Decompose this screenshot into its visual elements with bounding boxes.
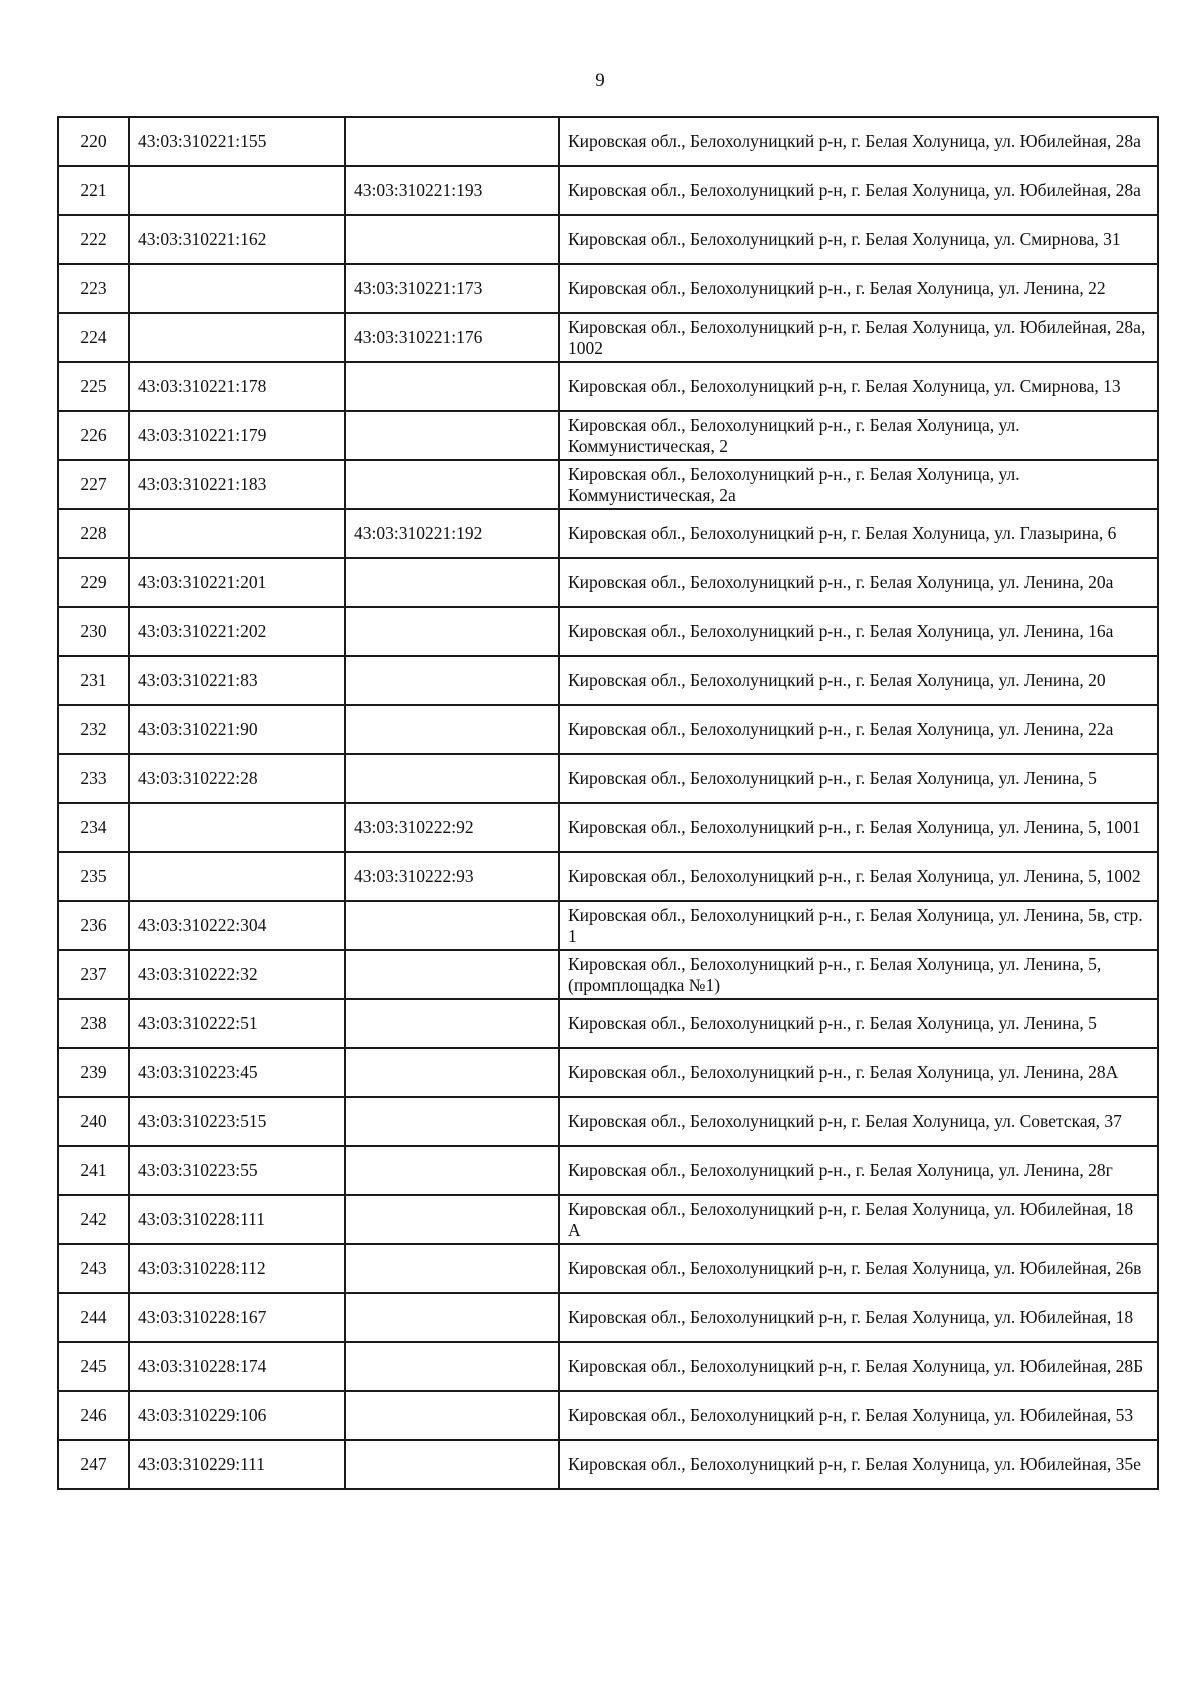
row-number-cell: 225	[58, 362, 129, 411]
address-cell: Кировская обл., Белохолуницкий р-н., г. Белая Холуница, ул. Ленина, 5в, стр. 1	[559, 901, 1158, 950]
address-cell: Кировская обл., Белохолуницкий р-н., г. Белая Холуница, ул. Ленина, 5	[559, 999, 1158, 1048]
address-cell: Кировская обл., Белохолуницкий р-н, г. Белая Холуница, ул. Юбилейная, 28Б	[559, 1342, 1158, 1391]
cadastral-number-cell: 43:03:310229:106	[129, 1391, 345, 1440]
cadastral-number-cell	[129, 803, 345, 852]
row-number-cell: 223	[58, 264, 129, 313]
row-number-cell: 235	[58, 852, 129, 901]
address-cell: Кировская обл., Белохолуницкий р-н, г. Белая Холуница, ул. Юбилейная, 18 А	[559, 1195, 1158, 1244]
table-row	[58, 1293, 1158, 1342]
row-number-cell: 230	[58, 607, 129, 656]
address-cell: Кировская обл., Белохолуницкий р-н, г. Белая Холуница, ул. Юбилейная, 26в	[559, 1244, 1158, 1293]
cadastral-number-cell	[129, 313, 345, 362]
cadastral-number-cell: 43:03:310228:112	[129, 1244, 345, 1293]
cadastral-number-alt-cell	[345, 754, 559, 803]
cadastral-number-cell: 43:03:310223:55	[129, 1146, 345, 1195]
cadastral-number-alt-cell	[345, 999, 559, 1048]
parcel-registry-table	[57, 116, 1159, 1490]
row-number-cell: 221	[58, 166, 129, 215]
cadastral-number-cell: 43:03:310228:174	[129, 1342, 345, 1391]
cadastral-number-alt-cell	[345, 1342, 559, 1391]
table-row	[58, 166, 1158, 215]
address-cell: Кировская обл., Белохолуницкий р-н, г. Белая Холуница, ул. Глазырина, 6	[559, 509, 1158, 558]
row-number-cell: 220	[58, 117, 129, 166]
cadastral-number-alt-cell: 43:03:310221:176	[345, 313, 559, 362]
address-cell: Кировская обл., Белохолуницкий р-н., г. Белая Холуница, ул. Коммунистическая, 2	[559, 411, 1158, 460]
address-cell: Кировская обл., Белохолуницкий р-н., г. Белая Холуница, ул. Ленина, 22	[559, 264, 1158, 313]
table-row	[58, 754, 1158, 803]
address-cell: Кировская обл., Белохолуницкий р-н., г. Белая Холуница, ул. Ленина, 20	[559, 656, 1158, 705]
cadastral-number-cell: 43:03:310223:515	[129, 1097, 345, 1146]
table-row	[58, 1342, 1158, 1391]
cadastral-number-alt-cell	[345, 1244, 559, 1293]
address-cell: Кировская обл., Белохолуницкий р-н, г. Белая Холуница, ул. Юбилейная, 28а	[559, 166, 1158, 215]
cadastral-number-cell	[129, 509, 345, 558]
address-cell: Кировская обл., Белохолуницкий р-н, г. Белая Холуница, ул. Юбилейная, 28а, 1002	[559, 313, 1158, 362]
cadastral-number-alt-cell: 43:03:310221:192	[345, 509, 559, 558]
table-row	[58, 950, 1158, 999]
table-row	[58, 901, 1158, 950]
cadastral-number-alt-cell	[345, 1195, 559, 1244]
cadastral-number-cell: 43:03:310222:28	[129, 754, 345, 803]
table-row	[58, 362, 1158, 411]
address-cell: Кировская обл., Белохолуницкий р-н., г. Белая Холуница, ул. Ленина, 16а	[559, 607, 1158, 656]
address-cell: Кировская обл., Белохолуницкий р-н, г. Белая Холуница, ул. Юбилейная, 53	[559, 1391, 1158, 1440]
address-cell: Кировская обл., Белохолуницкий р-н, г. Белая Холуница, ул. Юбилейная, 18	[559, 1293, 1158, 1342]
cadastral-number-alt-cell: 43:03:310222:92	[345, 803, 559, 852]
address-cell: Кировская обл., Белохолуницкий р-н, г. Белая Холуница, ул. Смирнова, 31	[559, 215, 1158, 264]
cadastral-number-cell: 43:03:310223:45	[129, 1048, 345, 1097]
table-row	[58, 607, 1158, 656]
row-number-cell: 229	[58, 558, 129, 607]
table-row	[58, 509, 1158, 558]
table-row	[58, 852, 1158, 901]
cadastral-number-cell: 43:03:310221:90	[129, 705, 345, 754]
cadastral-number-alt-cell: 43:03:310222:93	[345, 852, 559, 901]
cadastral-number-alt-cell	[345, 656, 559, 705]
address-cell: Кировская обл., Белохолуницкий р-н., г. Белая Холуница, ул. Ленина, 20а	[559, 558, 1158, 607]
cadastral-number-cell	[129, 264, 345, 313]
table-row	[58, 1097, 1158, 1146]
cadastral-number-alt-cell	[345, 215, 559, 264]
cadastral-number-alt-cell	[345, 1146, 559, 1195]
table-row	[58, 1440, 1158, 1489]
row-number-cell: 244	[58, 1293, 129, 1342]
table-row	[58, 215, 1158, 264]
row-number-cell: 234	[58, 803, 129, 852]
cadastral-number-cell: 43:03:310228:167	[129, 1293, 345, 1342]
table-row	[58, 460, 1158, 509]
table-row	[58, 1244, 1158, 1293]
cadastral-number-alt-cell	[345, 460, 559, 509]
table-row	[58, 117, 1158, 166]
cadastral-number-alt-cell	[345, 1293, 559, 1342]
row-number-cell: 224	[58, 313, 129, 362]
cadastral-number-alt-cell	[345, 411, 559, 460]
cadastral-number-cell: 43:03:310222:32	[129, 950, 345, 999]
row-number-cell: 226	[58, 411, 129, 460]
row-number-cell: 239	[58, 1048, 129, 1097]
table-row	[58, 1391, 1158, 1440]
table-row	[58, 1146, 1158, 1195]
cadastral-number-alt-cell: 43:03:310221:193	[345, 166, 559, 215]
row-number-cell: 238	[58, 999, 129, 1048]
cadastral-number-cell	[129, 852, 345, 901]
cadastral-number-alt-cell	[345, 362, 559, 411]
cadastral-number-alt-cell	[345, 1048, 559, 1097]
cadastral-number-alt-cell	[345, 607, 559, 656]
row-number-cell: 240	[58, 1097, 129, 1146]
cadastral-number-cell: 43:03:310228:111	[129, 1195, 345, 1244]
cadastral-number-cell	[129, 166, 345, 215]
page-number: 9	[595, 70, 605, 91]
row-number-cell: 242	[58, 1195, 129, 1244]
address-cell: Кировская обл., Белохолуницкий р-н, г. Белая Холуница, ул. Юбилейная, 28а	[559, 117, 1158, 166]
row-number-cell: 228	[58, 509, 129, 558]
table-row	[58, 264, 1158, 313]
row-number-cell: 231	[58, 656, 129, 705]
address-cell: Кировская обл., Белохолуницкий р-н., г. Белая Холуница, ул. Ленина, 5, (промплощадка №1)	[559, 950, 1158, 999]
cadastral-number-cell: 43:03:310221:178	[129, 362, 345, 411]
cadastral-number-alt-cell	[345, 1440, 559, 1489]
address-cell: Кировская обл., Белохолуницкий р-н., г. Белая Холуница, ул. Ленина, 5, 1002	[559, 852, 1158, 901]
table-row	[58, 313, 1158, 362]
cadastral-number-cell: 43:03:310221:155	[129, 117, 345, 166]
cadastral-number-cell: 43:03:310221:162	[129, 215, 345, 264]
table-row	[58, 1048, 1158, 1097]
row-number-cell: 247	[58, 1440, 129, 1489]
cadastral-number-alt-cell	[345, 117, 559, 166]
row-number-cell: 245	[58, 1342, 129, 1391]
address-cell: Кировская обл., Белохолуницкий р-н., г. Белая Холуница, ул. Ленина, 22а	[559, 705, 1158, 754]
table-row	[58, 411, 1158, 460]
row-number-cell: 236	[58, 901, 129, 950]
row-number-cell: 227	[58, 460, 129, 509]
row-number-cell: 222	[58, 215, 129, 264]
address-cell: Кировская обл., Белохолуницкий р-н, г. Белая Холуница, ул. Советская, 37	[559, 1097, 1158, 1146]
cadastral-number-alt-cell	[345, 1097, 559, 1146]
cadastral-number-alt-cell	[345, 558, 559, 607]
table-row	[58, 1195, 1158, 1244]
cadastral-number-cell: 43:03:310229:111	[129, 1440, 345, 1489]
cadastral-number-alt-cell: 43:03:310221:173	[345, 264, 559, 313]
table-row	[58, 656, 1158, 705]
address-cell: Кировская обл., Белохолуницкий р-н., г. Белая Холуница, ул. Коммунистическая, 2а	[559, 460, 1158, 509]
cadastral-number-alt-cell	[345, 901, 559, 950]
table-row	[58, 558, 1158, 607]
cadastral-number-cell: 43:03:310221:83	[129, 656, 345, 705]
table-row	[58, 999, 1158, 1048]
registry-body	[58, 117, 1158, 1489]
cadastral-number-cell: 43:03:310221:183	[129, 460, 345, 509]
cadastral-number-alt-cell	[345, 1391, 559, 1440]
row-number-cell: 246	[58, 1391, 129, 1440]
address-cell: Кировская обл., Белохолуницкий р-н., г. Белая Холуница, ул. Ленина, 28А	[559, 1048, 1158, 1097]
cadastral-number-alt-cell	[345, 950, 559, 999]
row-number-cell: 237	[58, 950, 129, 999]
row-number-cell: 233	[58, 754, 129, 803]
address-cell: Кировская обл., Белохолуницкий р-н., г. Белая Холуница, ул. Ленина, 5, 1001	[559, 803, 1158, 852]
cadastral-number-cell: 43:03:310221:179	[129, 411, 345, 460]
address-cell: Кировская обл., Белохолуницкий р-н., г. Белая Холуница, ул. Ленина, 28г	[559, 1146, 1158, 1195]
row-number-cell: 243	[58, 1244, 129, 1293]
cadastral-number-cell: 43:03:310222:51	[129, 999, 345, 1048]
address-cell: Кировская обл., Белохолуницкий р-н., г. Белая Холуница, ул. Ленина, 5	[559, 754, 1158, 803]
cadastral-number-cell: 43:03:310221:202	[129, 607, 345, 656]
cadastral-number-cell: 43:03:310221:201	[129, 558, 345, 607]
cadastral-number-cell: 43:03:310222:304	[129, 901, 345, 950]
table-row	[58, 803, 1158, 852]
row-number-cell: 241	[58, 1146, 129, 1195]
address-cell: Кировская обл., Белохолуницкий р-н, г. Белая Холуница, ул. Смирнова, 13	[559, 362, 1158, 411]
table-row	[58, 705, 1158, 754]
cadastral-number-alt-cell	[345, 705, 559, 754]
address-cell: Кировская обл., Белохолуницкий р-н, г. Белая Холуница, ул. Юбилейная, 35е	[559, 1440, 1158, 1489]
row-number-cell: 232	[58, 705, 129, 754]
